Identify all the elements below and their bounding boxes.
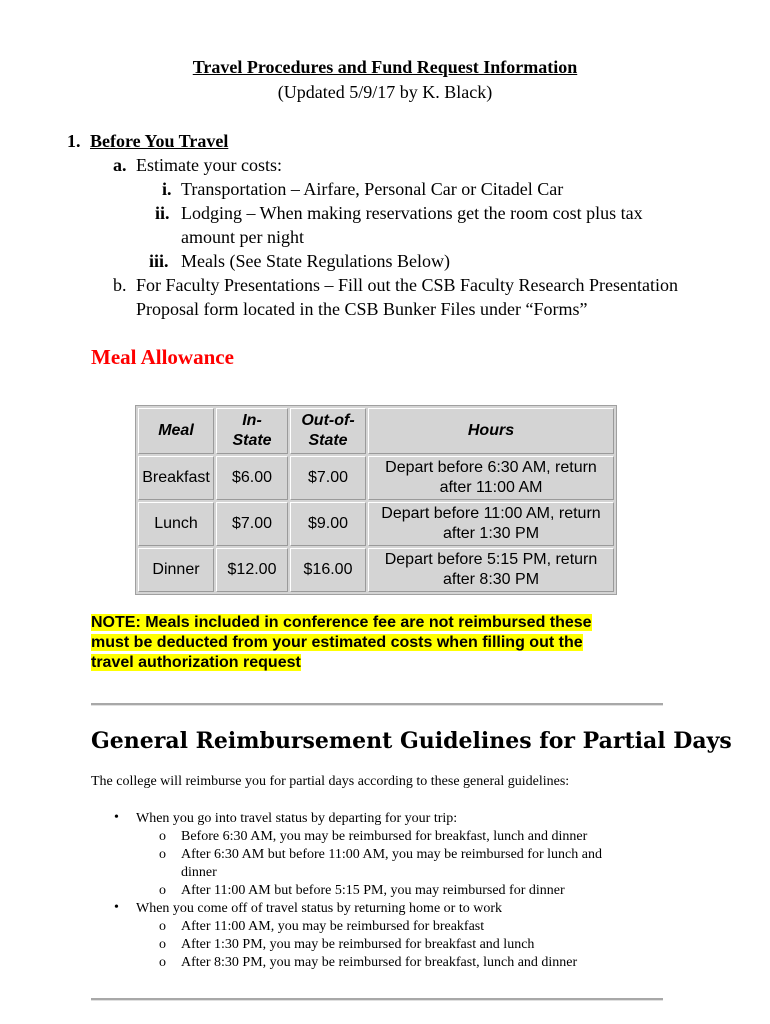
table-row xyxy=(138,548,614,592)
sub-bullet-glyph: o xyxy=(159,955,166,970)
list-item-cont: dinner xyxy=(181,865,217,880)
item-ii-label: ii. xyxy=(155,203,170,223)
list-item: After 8:30 PM, you may be reimbursed for breakfast, lunch and dinner xyxy=(181,955,578,970)
list-item: After 11:00 AM, you may be reimbursed for breakfast xyxy=(181,919,485,934)
col-hours: Hours xyxy=(368,408,614,454)
meal-note: NOTE: Meals included in conference fee are not reimbursed these must be deducted from your estimated costs when filling out the travel authorization request xyxy=(91,614,592,671)
item-b-text-cont: Proposal form located in the CSB Bunker Files under “Forms” xyxy=(136,299,588,319)
cell-out-state: $9.00 xyxy=(290,502,366,546)
guidelines-heading: General Reimbursement Guidelines for Partial Days xyxy=(91,728,732,754)
sub-bullet-glyph: o xyxy=(159,847,166,862)
guidelines-intro: The college will reimburse you for partial days according to these general guidelines: xyxy=(91,774,570,789)
cell-hours: Depart before 5:15 PM, return after 8:30 PM xyxy=(368,548,614,592)
item-b-label: b. xyxy=(113,275,127,295)
cell-meal: Breakfast xyxy=(138,456,214,500)
item-a-label: a. xyxy=(113,155,127,175)
table-row xyxy=(138,502,614,546)
list-item: After 6:30 AM but before 11:00 AM, you may be reimbursed for lunch and xyxy=(181,847,602,862)
page-title: Travel Procedures and Fund Request Information xyxy=(192,57,578,77)
item-i-text: Transportation – Airfare, Personal Car or Citadel Car xyxy=(181,179,564,199)
col-meal: Meal xyxy=(138,408,214,454)
item-iii-text: Meals (See State Regulations Below) xyxy=(181,251,450,271)
bullet-departing: When you go into travel status by departing for your trip: xyxy=(136,811,458,826)
list-item: After 1:30 PM, you may be reimbursed for breakfast and lunch xyxy=(181,937,535,952)
section-heading: Before You Travel xyxy=(90,131,229,151)
sub-bullet-glyph: o xyxy=(159,937,166,952)
sub-bullet-glyph: o xyxy=(159,919,166,934)
item-b-text: For Faculty Presentations – Fill out the CSB Faculty Research Presentation xyxy=(136,275,678,295)
bullet-glyph: • xyxy=(114,810,119,825)
table-header-row xyxy=(138,408,614,454)
divider xyxy=(91,703,663,706)
meal-allowance-table xyxy=(135,405,617,595)
cell-in-state: $7.00 xyxy=(216,502,288,546)
sub-bullet-glyph: o xyxy=(159,829,166,844)
divider xyxy=(91,998,663,1001)
bullet-glyph: • xyxy=(114,900,119,915)
cell-hours: Depart before 11:00 AM, return after 1:30 PM xyxy=(368,502,614,546)
item-a-text: Estimate your costs: xyxy=(136,155,282,175)
page-subtitle: (Updated 5/9/17 by K. Black) xyxy=(277,82,493,102)
table-row xyxy=(138,456,614,500)
cell-in-state: $12.00 xyxy=(216,548,288,592)
item-i-label: i. xyxy=(162,179,172,199)
item-ii-text-cont: amount per night xyxy=(181,227,304,247)
item-iii-label: iii. xyxy=(149,251,169,271)
cell-meal: Dinner xyxy=(138,548,214,592)
bullet-returning: When you come off of travel status by returning home or to work xyxy=(136,901,502,916)
cell-out-state: $16.00 xyxy=(290,548,366,592)
cell-out-state: $7.00 xyxy=(290,456,366,500)
cell-meal: Lunch xyxy=(138,502,214,546)
sub-bullet-glyph: o xyxy=(159,883,166,898)
cell-in-state: $6.00 xyxy=(216,456,288,500)
col-out-of-state: Out-of- State xyxy=(290,408,366,454)
col-in-state: In- State xyxy=(216,408,288,454)
item-ii-text: Lodging – When making reservations get the room cost plus tax xyxy=(181,203,643,223)
meal-allowance-heading: Meal Allowance xyxy=(91,345,234,369)
cell-hours: Depart before 6:30 AM, return after 11:00 AM xyxy=(368,456,614,500)
section-number: 1. xyxy=(67,131,81,151)
list-item: Before 6:30 AM, you may be reimbursed for breakfast, lunch and dinner xyxy=(181,829,588,844)
list-item: After 11:00 AM but before 5:15 PM, you may reimbursed for dinner xyxy=(181,883,565,898)
